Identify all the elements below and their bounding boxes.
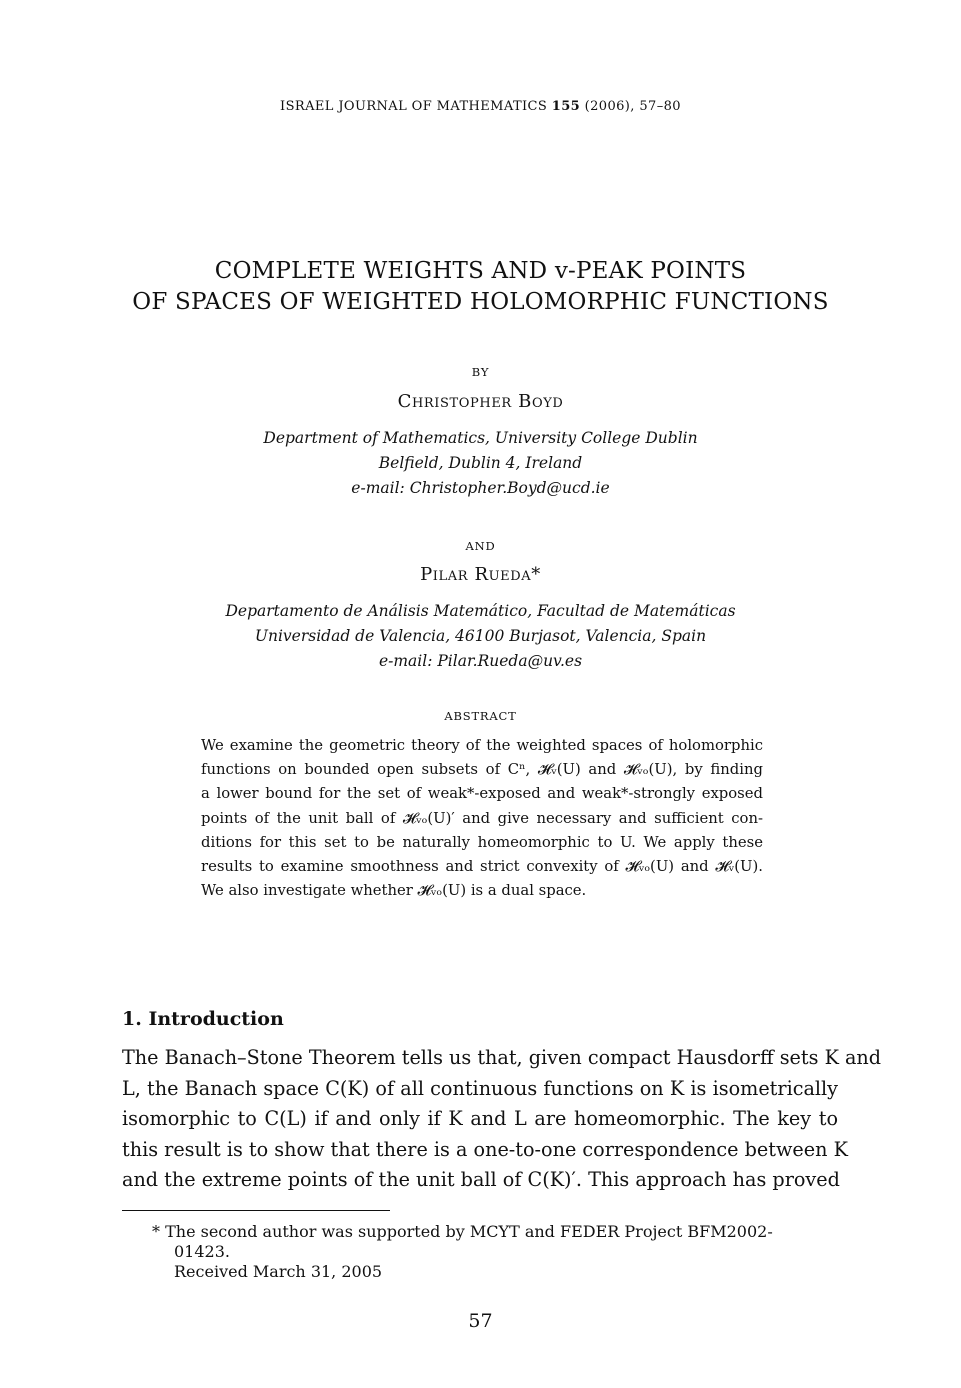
abstract-line: We also investigate whether 𝓗ᵥₒ(U) is a dual space. bbox=[201, 882, 587, 900]
footnote-line: 01423. bbox=[174, 1242, 230, 1261]
and-label: AND bbox=[465, 539, 496, 553]
abstract-line: a lower bound for the set of weak*-exposed and weak*-strongly exposed bbox=[201, 785, 763, 803]
affiliation-line: Departamento de Análisis Matemático, Facultad de Matemáticas bbox=[225, 602, 736, 620]
author-2-email: e-mail: Pilar.Rueda@uv.es bbox=[378, 652, 583, 670]
journal-year-pages: (2006), 57–80 bbox=[584, 99, 681, 114]
page-number: 57 bbox=[468, 1310, 493, 1332]
title-line-1: COMPLETE WEIGHTS AND v-PEAK POINTS bbox=[214, 258, 747, 284]
journal-volume: 155 bbox=[551, 99, 581, 114]
footnote-rule bbox=[122, 1210, 390, 1211]
body-line: and the extreme points of the unit ball of C(K)′. This approach has proved bbox=[122, 1168, 840, 1191]
by-label: BY bbox=[471, 365, 490, 379]
abstract-heading: ABSTRACT bbox=[444, 709, 517, 723]
abstract-line: points of the unit ball of 𝓗ᵥₒ(U)′ and give necessary and sufficient con- bbox=[201, 809, 763, 827]
abstract-line: functions on bounded open subsets of Cⁿ, 𝓗ᵥ(U) and 𝓗ᵥₒ(U), by finding bbox=[201, 761, 763, 779]
body-line: The Banach–Stone Theorem tells us that, given compact Hausdorff sets K and bbox=[122, 1046, 882, 1069]
body-line: L, the Banach space C(K) of all continuous functions on K is isometrically bbox=[122, 1076, 838, 1100]
paper-title bbox=[0, 256, 961, 318]
author-name-1: Christopher Boyd bbox=[397, 391, 564, 412]
journal-header bbox=[0, 99, 961, 114]
author-2-affiliation bbox=[0, 599, 961, 674]
footnote-line: * The second author was supported by MCYT and FEDER Project BFM2002- bbox=[152, 1222, 773, 1241]
author-1-email: e-mail: Christopher.Boyd@ucd.ie bbox=[351, 479, 610, 497]
affiliation-line: Universidad de Valencia, 46100 Burjasot, Valencia, Spain bbox=[254, 627, 707, 645]
author-1-affiliation bbox=[0, 426, 961, 501]
abstract-line: ditions for this set to be naturally homeomorphic to U. We apply these bbox=[201, 833, 763, 851]
abstract-body bbox=[201, 734, 763, 903]
journal-name: ISRAEL JOURNAL OF MATHEMATICS bbox=[280, 99, 548, 114]
title-line-2: OF SPACES OF WEIGHTED HOLOMORPHIC FUNCTIONS bbox=[132, 289, 829, 315]
body-line: this result is to show that there is a one-to-one correspondence between K bbox=[122, 1137, 848, 1161]
section-heading: 1. Introduction bbox=[122, 1008, 284, 1030]
author-name-2: Pilar Rueda* bbox=[420, 564, 541, 585]
body-line: isomorphic to C(L) if and only if K and L are homeomorphic. The key to bbox=[122, 1107, 838, 1130]
footnote bbox=[152, 1222, 840, 1282]
abstract-line: We examine the geometric theory of the weighted spaces of holomorphic bbox=[201, 737, 763, 754]
abstract-line: results to examine smoothness and strict convexity of 𝓗ᵥₒ(U) and 𝓗ᵥ(U). bbox=[201, 858, 763, 876]
affiliation-line: Belfield, Dublin 4, Ireland bbox=[378, 454, 583, 472]
affiliation-line: Department of Mathematics, University College Dublin bbox=[263, 429, 698, 447]
section-body bbox=[122, 1043, 882, 1196]
received-date: Received March 31, 2005 bbox=[174, 1262, 383, 1281]
